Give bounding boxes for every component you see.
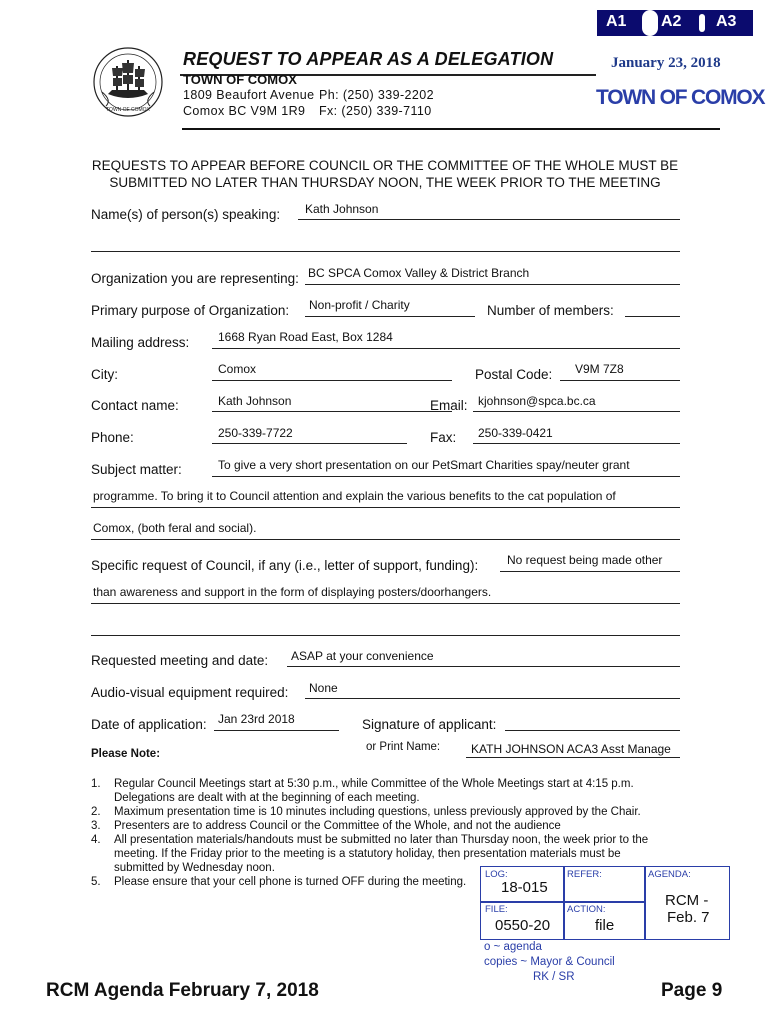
org-value: BC SPCA Comox Valley & District Branch bbox=[308, 266, 530, 280]
mailing-field[interactable] bbox=[212, 348, 680, 349]
names-field[interactable] bbox=[298, 219, 680, 220]
note-number: 5. bbox=[91, 876, 101, 888]
subject-label: Subject matter: bbox=[91, 462, 182, 477]
box-divider bbox=[563, 867, 565, 939]
phone-field[interactable] bbox=[212, 443, 407, 444]
members-field[interactable] bbox=[625, 316, 680, 317]
town-seal-icon bbox=[92, 46, 164, 118]
subject-field-line-2[interactable] bbox=[91, 507, 680, 508]
note-line: submitted by Wednesday noon. bbox=[114, 862, 275, 874]
header-divider bbox=[182, 128, 720, 130]
notice-line-1: REQUESTS TO APPEAR BEFORE COUNCIL OR THE COMMITTEE OF THE WHOLE MUST BE bbox=[91, 158, 679, 173]
purpose-field[interactable] bbox=[305, 316, 475, 317]
fax-field[interactable] bbox=[473, 443, 680, 444]
subject-field-line-3[interactable] bbox=[91, 539, 680, 540]
contact-label: Contact name: bbox=[91, 398, 179, 413]
box-divider bbox=[644, 867, 646, 939]
av-label: Audio-visual equipment required: bbox=[91, 685, 289, 700]
contact-field[interactable] bbox=[212, 411, 452, 412]
box-divider bbox=[481, 901, 645, 903]
org-label: Organization you are representing: bbox=[91, 271, 299, 286]
email-field[interactable] bbox=[473, 411, 680, 412]
tab-a3[interactable]: A3 bbox=[716, 13, 737, 30]
svg-text:TOWN OF COMOX: TOWN OF COMOX bbox=[106, 107, 150, 113]
note-line: meeting. If the Friday prior to the meeting is a statutory holiday, then presentation materials must be bbox=[114, 848, 621, 860]
purpose-label: Primary purpose of Organization: bbox=[91, 303, 290, 318]
routing-line-1: o ~ agenda bbox=[484, 941, 542, 953]
routing-line-3: RK / SR bbox=[533, 971, 575, 983]
note-number: 1. bbox=[91, 778, 101, 790]
note-number: 4. bbox=[91, 834, 101, 846]
names-value: Kath Johnson bbox=[305, 202, 379, 216]
names-field-line-2[interactable] bbox=[91, 251, 680, 252]
fax-value: 250-339-0421 bbox=[478, 426, 553, 440]
subject-line-2: programme. To bring it to Council attention and explain the various benefits to the cat population of bbox=[93, 489, 616, 503]
request-field[interactable] bbox=[500, 571, 680, 572]
request-field-line-2[interactable] bbox=[91, 603, 680, 604]
submission-notice bbox=[60, 157, 710, 191]
av-value: None bbox=[309, 681, 338, 695]
request-field-line-3[interactable] bbox=[91, 635, 680, 636]
address-line-2: Comox BC V9M 1R9 bbox=[183, 104, 306, 118]
header-phone: Ph: (250) 339-2202 bbox=[319, 88, 434, 102]
note-number: 2. bbox=[91, 806, 101, 818]
postal-value: V9M 7Z8 bbox=[575, 362, 624, 376]
city-label: City: bbox=[91, 367, 118, 382]
phone-label: Phone: bbox=[91, 430, 134, 445]
section-tabs bbox=[597, 10, 753, 36]
agenda-label: AGENDA: bbox=[648, 869, 691, 880]
note-line: Please ensure that your cell phone is turned OFF during the meeting. bbox=[114, 876, 467, 888]
note-line: Regular Council Meetings start at 5:30 p.m., while Committee of the Whole Meetings start at 4:15 p.m. bbox=[114, 778, 634, 790]
header-fax: Fx: (250) 339-7110 bbox=[319, 104, 432, 118]
email-value: kjohnson@spca.bc.ca bbox=[478, 394, 596, 408]
signature-field[interactable] bbox=[505, 730, 680, 731]
date-value: Jan 23rd 2018 bbox=[218, 712, 295, 726]
print-name-field[interactable] bbox=[466, 757, 680, 758]
note-line: Delegations are dealt with at the beginning of each meeting. bbox=[114, 792, 420, 804]
print-name-value: KATH JOHNSON ACA3 Asst Manage bbox=[471, 742, 671, 756]
form-title: REQUEST TO APPEAR AS A DELEGATION bbox=[183, 49, 554, 69]
log-value: 18-015 bbox=[501, 879, 548, 896]
tab-separator bbox=[642, 10, 658, 36]
mailing-label: Mailing address: bbox=[91, 335, 190, 350]
log-label: LOG: bbox=[485, 869, 508, 880]
town-logo: TOWN OF COMOX bbox=[596, 86, 765, 109]
request-label: Specific request of Council, if any (i.e., letter of support, funding): bbox=[91, 558, 479, 573]
org-name: TOWN OF COMOX bbox=[183, 72, 297, 87]
members-label: Number of members: bbox=[487, 303, 614, 318]
header-date: January 23, 2018 bbox=[611, 55, 721, 71]
tab-separator bbox=[699, 14, 705, 32]
postal-label: Postal Code: bbox=[475, 367, 553, 382]
postal-field[interactable] bbox=[560, 380, 680, 381]
subject-field[interactable] bbox=[212, 476, 680, 477]
notes-heading: Please Note: bbox=[91, 748, 161, 760]
date-field[interactable] bbox=[214, 730, 339, 731]
refer-label: REFER: bbox=[567, 869, 602, 880]
names-label: Name(s) of person(s) speaking: bbox=[91, 207, 281, 222]
file-label: FILE: bbox=[485, 904, 508, 915]
address-line-1: 1809 Beaufort Avenue bbox=[183, 88, 315, 102]
meeting-value: ASAP at your convenience bbox=[291, 649, 434, 663]
notice-line-2: SUBMITTED NO LATER THAN THURSDAY NOON, THE WEEK PRIOR TO THE MEETING bbox=[109, 175, 661, 190]
mailing-value: 1668 Ryan Road East, Box 1284 bbox=[218, 330, 393, 344]
email-label: Email: bbox=[430, 398, 468, 413]
signature-label: Signature of applicant: bbox=[362, 717, 497, 732]
purpose-value: Non-profit / Charity bbox=[309, 298, 410, 312]
action-label: ACTION: bbox=[567, 904, 606, 915]
meeting-field[interactable] bbox=[287, 666, 680, 667]
action-value: file bbox=[595, 917, 615, 934]
note-line: Presenters are to address Council or the Committee of the Whole, and not the audience bbox=[114, 820, 561, 832]
tab-a2[interactable]: A2 bbox=[661, 13, 682, 30]
meeting-label: Requested meeting and date: bbox=[91, 653, 269, 668]
date-label: Date of application: bbox=[91, 717, 207, 732]
phone-value: 250-339-7722 bbox=[218, 426, 293, 440]
routing-line-2: copies ~ Mayor & Council bbox=[484, 956, 615, 968]
contact-value: Kath Johnson bbox=[218, 394, 292, 408]
note-line: All presentation materials/handouts must be submitted no later than Thursday noon, the week prior to the bbox=[114, 834, 649, 846]
footer-agenda-title: RCM Agenda February 7, 2018 bbox=[46, 980, 319, 1001]
note-line: Maximum presentation time is 10 minutes including questions, unless previously approved by the Chair. bbox=[114, 806, 641, 818]
city-field[interactable] bbox=[212, 380, 452, 381]
org-field[interactable] bbox=[305, 284, 680, 285]
request-line-2: than awareness and support in the form of displaying posters/doorhangers. bbox=[93, 585, 492, 599]
city-value: Comox bbox=[218, 362, 257, 376]
agenda-line-2: Feb. 7 bbox=[667, 909, 710, 926]
subject-line-3: Comox, (both feral and social). bbox=[93, 521, 257, 535]
office-use-box bbox=[480, 866, 730, 940]
fax-label: Fax: bbox=[430, 430, 457, 445]
page-number: Page 9 bbox=[661, 980, 723, 1001]
subject-line-1: To give a very short presentation on our PetSmart Charities spay/neuter grant bbox=[218, 458, 630, 472]
request-line-1: No request being made other bbox=[507, 553, 663, 567]
av-field[interactable] bbox=[305, 698, 680, 699]
agenda-line-1: RCM - bbox=[665, 892, 709, 909]
print-name-label: or Print Name: bbox=[366, 741, 441, 753]
file-value: 0550-20 bbox=[495, 917, 551, 934]
tab-a1[interactable]: A1 bbox=[606, 13, 627, 30]
note-number: 3. bbox=[91, 820, 101, 832]
